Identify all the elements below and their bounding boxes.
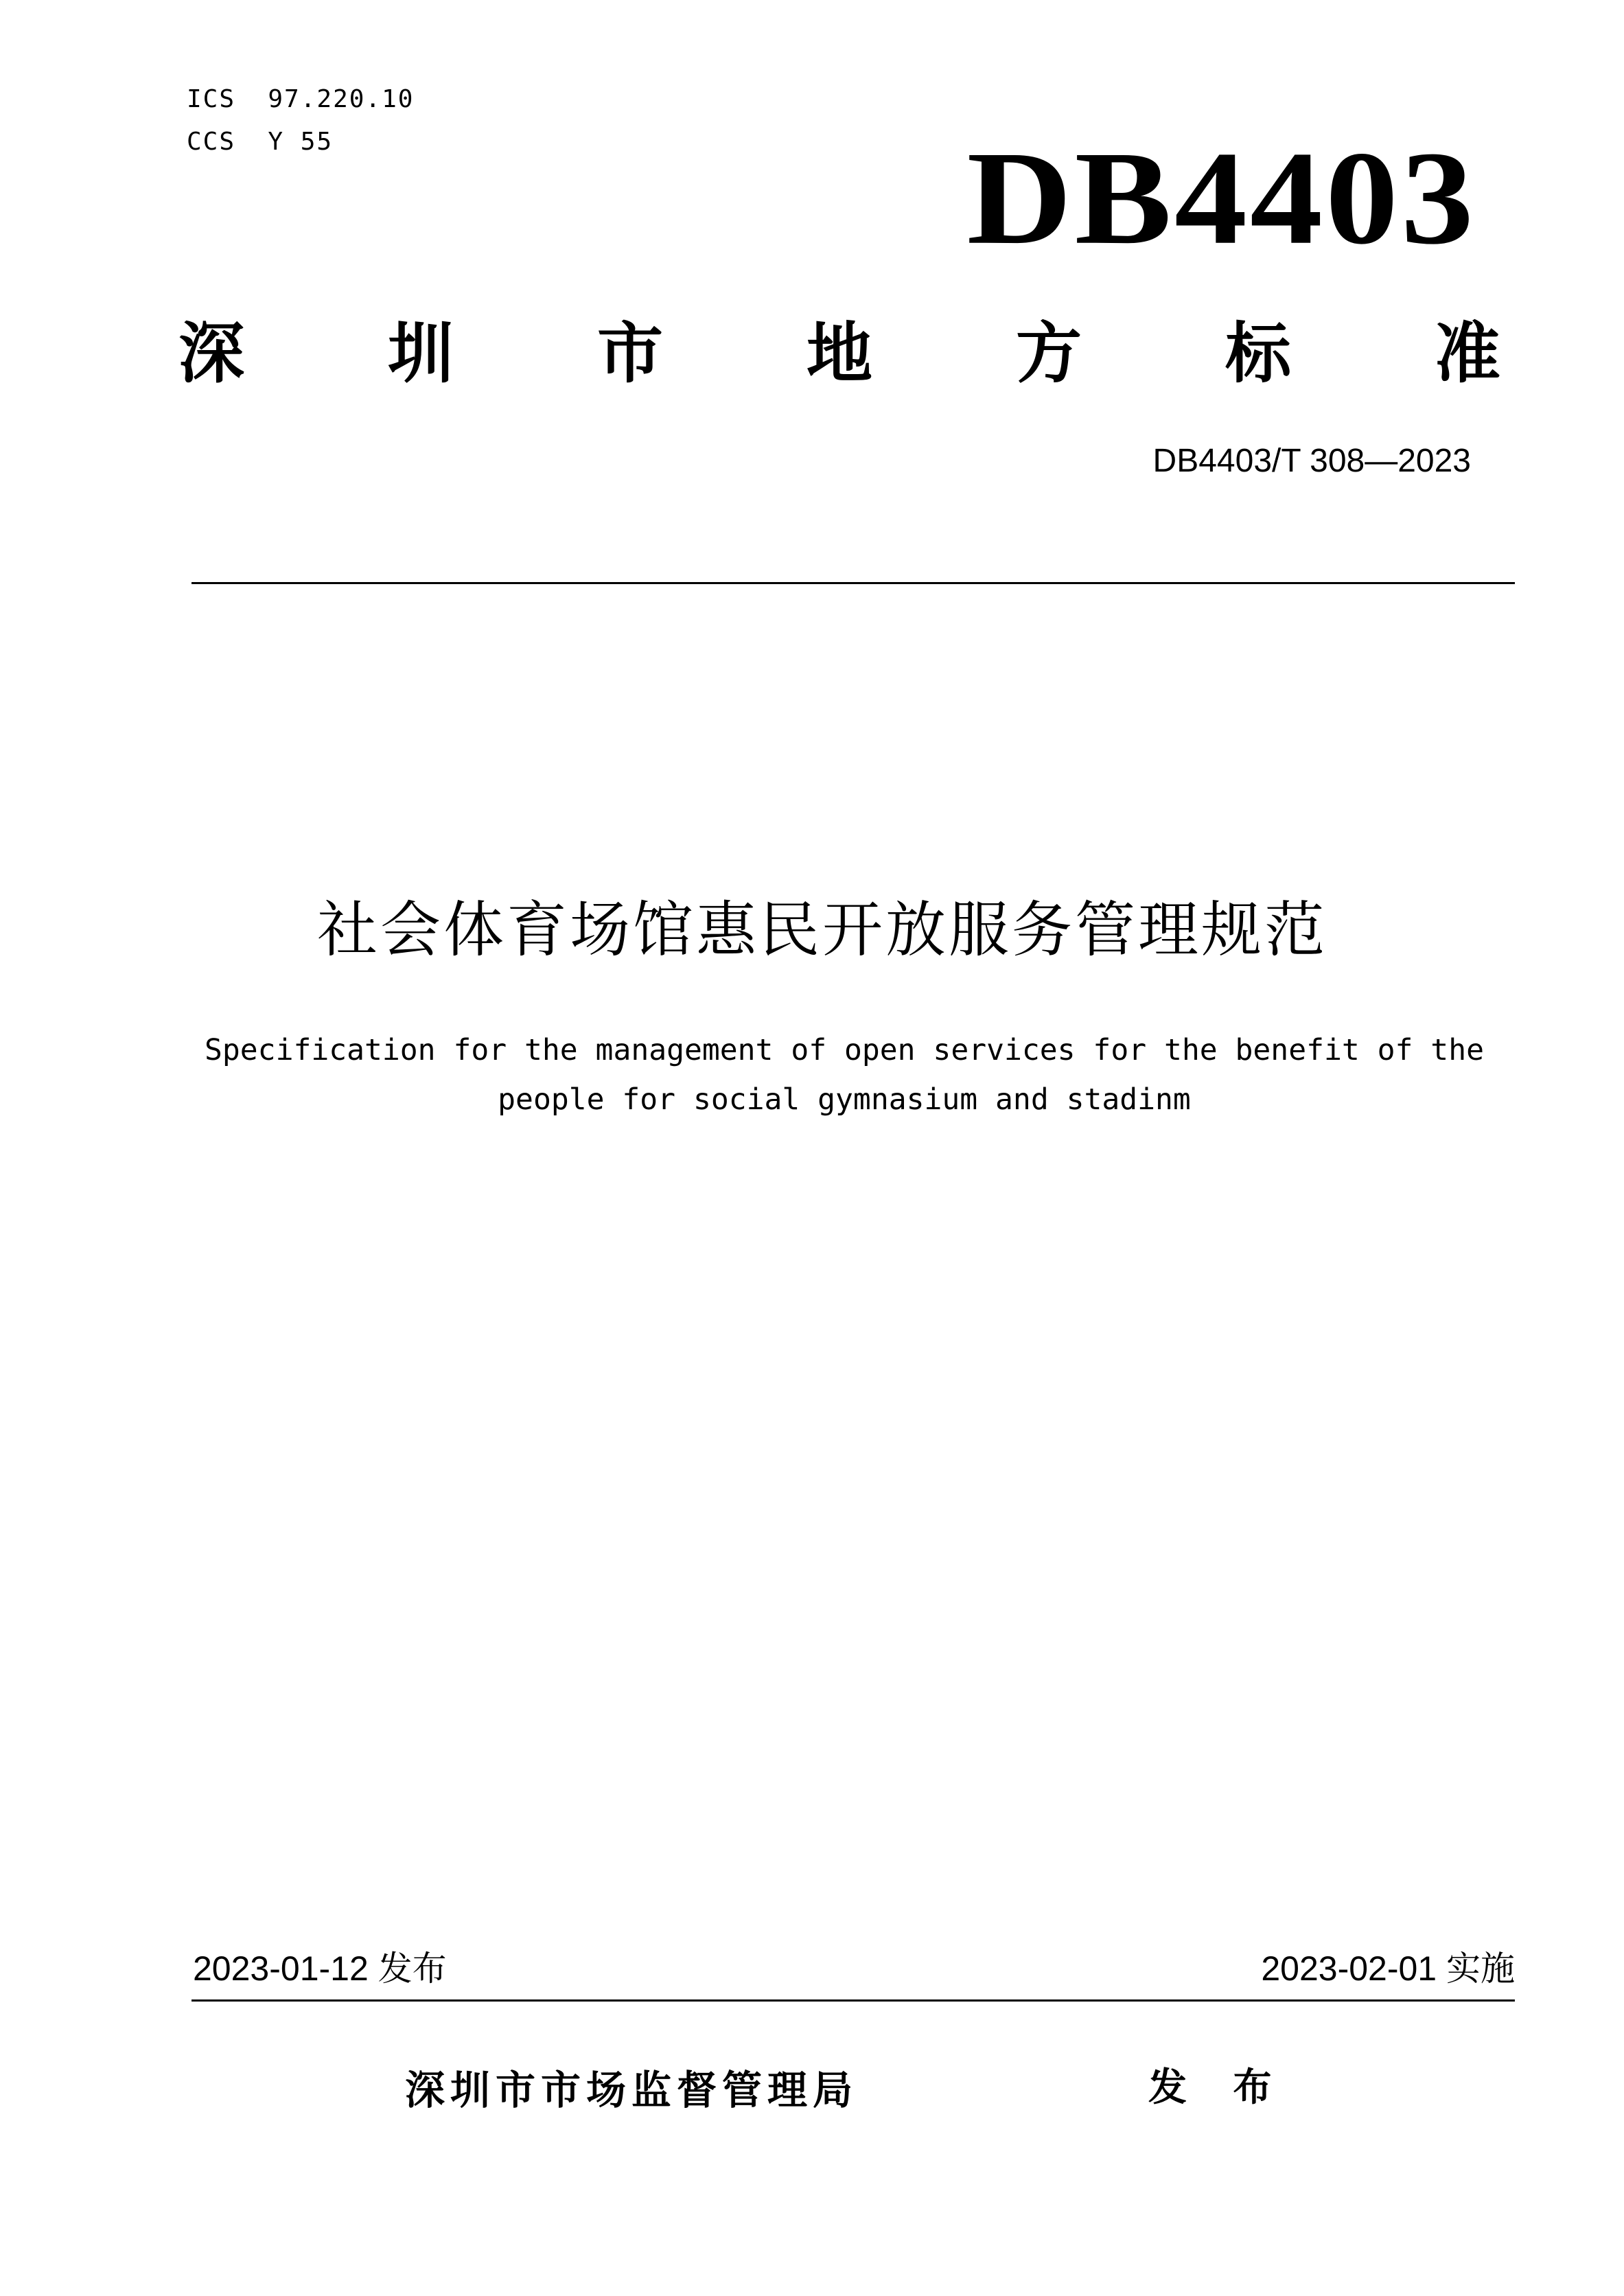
publish-date: 2023-01-12 发布 — [193, 1949, 447, 1988]
standard-type-char: 地 — [807, 315, 872, 392]
issuing-authority: 深圳市市场监督管理局 — [405, 2067, 859, 2113]
standard-type-char: 圳 — [388, 315, 454, 392]
title-english-line: Specification for the management of open services for the benefit of the — [205, 1033, 1484, 1067]
standard-code-logo: DB4403 — [966, 123, 1476, 272]
standard-number: DB4403/T 308—2023 — [1152, 443, 1471, 479]
bottom-divider — [192, 1999, 1515, 2002]
ccs-code: CCS Y 55 — [187, 128, 334, 156]
standard-type-char: 方 — [1016, 315, 1082, 392]
top-divider — [192, 582, 1515, 584]
title-english-line: people for social gymnasium and stadinm — [498, 1082, 1191, 1117]
standard-type-char: 准 — [1435, 315, 1500, 392]
document-title-chinese: 社会体育场馆惠民开放服务管理规范 — [316, 894, 1327, 965]
document-title-english — [165, 1025, 1524, 1124]
dates-row — [193, 1947, 1515, 1991]
issue-label: 发 布 — [1148, 2065, 1288, 2110]
implement-date: 2023-02-01 实施 — [1261, 1949, 1515, 1988]
ics-code: ICS 97.220.10 — [187, 85, 415, 113]
standard-type-char: 深 — [178, 315, 244, 392]
classification-codes — [187, 78, 414, 163]
standard-type-heading — [178, 312, 1500, 395]
standard-type-char: 市 — [597, 315, 663, 392]
standard-type-char: 标 — [1225, 315, 1291, 392]
